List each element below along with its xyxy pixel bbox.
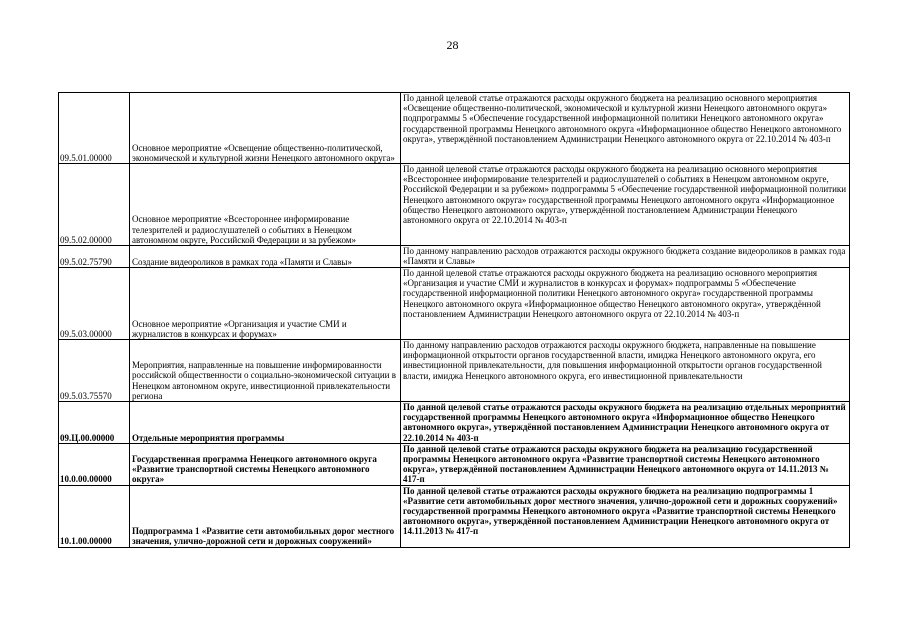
row-name: Основное мероприятие «Организация и участие СМИ и журналистов в конкурсах и форумах» bbox=[130, 268, 401, 340]
row-description: По данной целевой статье отражаются расходы окружного бюджета на реализацию основного мероприятия «Освещение общественно-политической, экономической и культурной жизни Ненецкого автономного округа» подпрограммы 5 «Обеспечение государственной информационной политики Ненецкого автономного округа» государственной программы Ненецкого автономного округа «Информационное общество Ненецкого автономного округа», утверждённой постановлением Администрации Ненецкого автономного округа от 22.10.2014 № 403-п bbox=[401, 93, 850, 164]
row-description: По данной целевой статье отражаются расходы окружного бюджета на реализацию основного мероприятия «Всестороннее информирование телезрителей и радиослушателей о событиях в Ненецком автономном округе, Российской Федерации и за рубежом» подпрограммы 5 «Обеспечение государственной информационной политики Ненецкого автономного округа» государственной программы Ненецкого автономного округа «Информационное общество Ненецкого автономного округа», утверждённой постановлением Администрации Ненецкого автономного округа от 22.10.2014 № 403-п bbox=[401, 164, 850, 246]
row-code: 10.1.00.00000 bbox=[59, 485, 130, 547]
table-row bbox=[59, 164, 850, 246]
row-code: 09.Ц.00.00000 bbox=[59, 402, 130, 444]
row-code: 09.5.03.00000 bbox=[59, 268, 130, 340]
budget-classification-table bbox=[58, 92, 850, 548]
row-name: Отдельные мероприятия программы bbox=[130, 402, 401, 444]
row-code: 10.0.00.00000 bbox=[59, 443, 130, 485]
table-row bbox=[59, 93, 850, 164]
row-name: Создание видеороликов в рамках года «Памяти и Славы» bbox=[130, 246, 401, 268]
row-code: 09.5.03.75570 bbox=[59, 340, 130, 402]
row-description: По данному направлению расходов отражаются расходы окружного бюджета, направленные на повышение информационной открытости органов государственной власти, имиджа Ненецкого автономного округа, его инвестиционной привлекательности, для повышения информационной открытости органов государственной власти, имиджа Ненецкого автономного округа, его инвестиционной привлекательности bbox=[401, 340, 850, 402]
row-code: 09.5.02.75790 bbox=[59, 246, 130, 268]
row-name: Подпрограмма 1 «Развитие сети автомобильных дорог местного значения, улично-дорожной сети и дорожных сооружений» bbox=[130, 485, 401, 547]
row-description: По данной целевой статье отражаются расходы окружного бюджета на реализацию государственной программы Ненецкого автономного округа «Развитие транспортной системы Ненецкого автономного округа», утверждённой постановлением Администрации Ненецкого автономного округа от 14.11.2013 № 417-п bbox=[401, 443, 850, 485]
row-name: Основное мероприятие «Всестороннее информирование телезрителей и радиослушателей о событиях в Ненецком автономном округе, Российской Федерации и за рубежом» bbox=[130, 164, 401, 246]
row-name: Государственная программа Ненецкого автономного округа «Развитие транспортной системы Ненецкого автономного округа» bbox=[130, 443, 401, 485]
table-row bbox=[59, 340, 850, 402]
row-code: 09.5.01.00000 bbox=[59, 93, 130, 164]
row-description: По данной целевой статье отражаются расходы окружного бюджета на реализацию подпрограммы 1 «Развитие сети автомобильных дорог местного значения, улично-дорожной сети и дорожных сооружений» государственной программы Ненецкого автономного округа «Развитие транспортной системы Ненецкого автономного округа», утверждённой постановлением Администрации Ненецкого автономного округа от 14.11.2013 № 417-п bbox=[401, 485, 850, 547]
page-number: 28 bbox=[446, 38, 459, 52]
row-name: Мероприятия, направленные на повышение информированности российской общественности о социально-экономической ситуации в Ненецком автономном округе, инвестиционной привлекательности региона bbox=[130, 340, 401, 402]
table-row bbox=[59, 443, 850, 485]
row-code: 09.5.02.00000 bbox=[59, 164, 130, 246]
row-description: По данному направлению расходов отражаются расходы окружного бюджета создание видеороликов в рамках года «Памяти и Славы» bbox=[401, 246, 850, 268]
table-row bbox=[59, 268, 850, 340]
row-description: По данной целевой статье отражаются расходы окружного бюджета на реализацию отдельных мероприятий государственной программы Ненецкого автономного округа «Информационное общество Ненецкого автономного округа», утверждённой постановлением Администрации Ненецкого автономного округа от 22.10.2014 № 403-п bbox=[401, 402, 850, 444]
table-row bbox=[59, 246, 850, 268]
row-name: Основное мероприятие «Освещение общественно-политической, экономической и культурной жизни Ненецкого автономного округа» bbox=[130, 93, 401, 164]
table-row bbox=[59, 485, 850, 547]
row-description: По данной целевой статье отражаются расходы окружного бюджета на реализацию основного мероприятия «Организация и участие СМИ и журналистов в конкурсах и форумах» подпрограммы 5 «Обеспечение государственной информационной политики Ненецкого автономного округа» государственной программы Ненецкого автономного округа «Информационное общество Ненецкого автономного округа», утверждённой постановлением Администрации Ненецкого автономного округа от 22.10.2014 № 403-п bbox=[401, 268, 850, 340]
table-row bbox=[59, 402, 850, 444]
